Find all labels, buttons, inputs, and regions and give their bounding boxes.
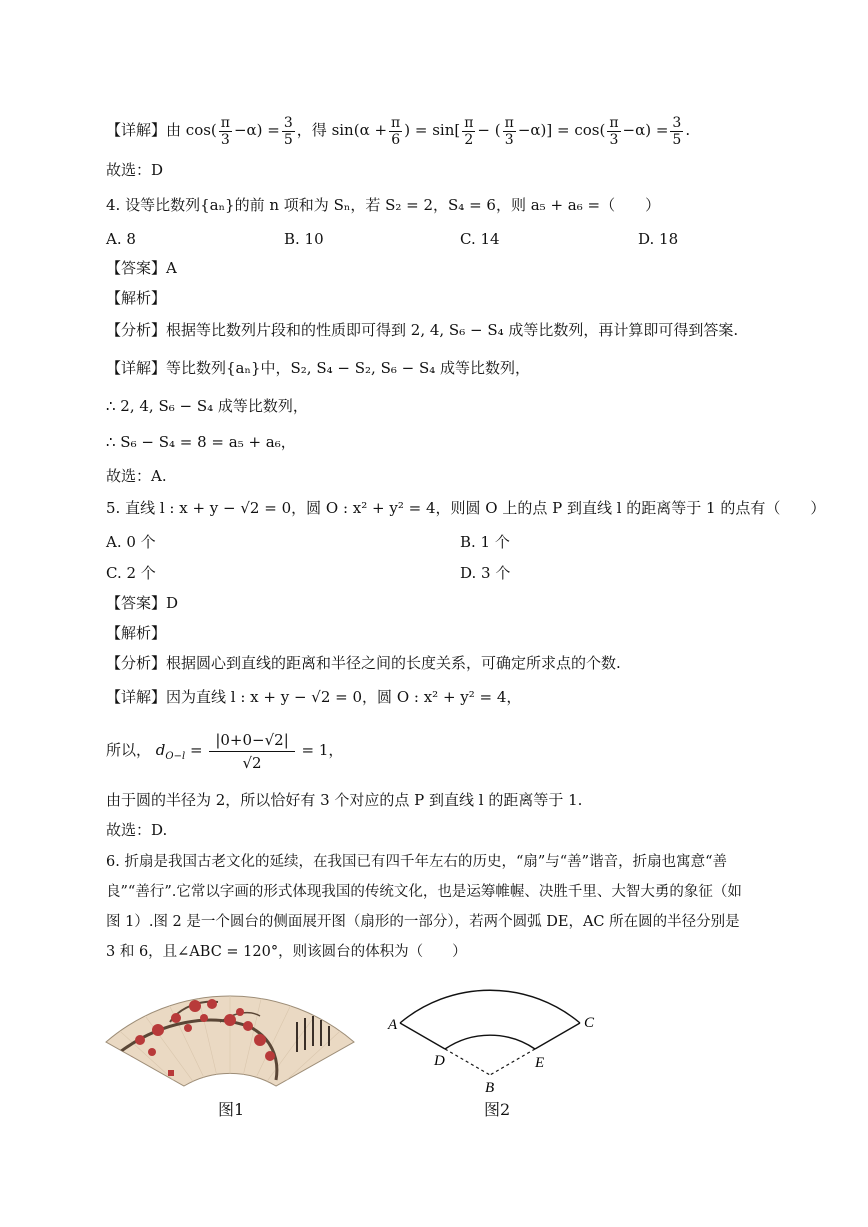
q5-analysis-head: 【解析】 <box>106 624 167 642</box>
q4-stem: 4. 设等比数列{aₙ}的前 n 项和为 Sₙ，若 S₂ = 2，S₄ = 6，则 a₅ + a₆ =（ ） <box>106 196 661 214</box>
prev-got: ，得 sin(α + <box>296 121 388 139</box>
q5-detail-1: 【详解】因为直线 l : x + y − √2 = 0，圆 O : x² + y² = 4， <box>106 688 522 706</box>
q5-d-sub: O−l <box>165 751 186 762</box>
segment-ce <box>535 1023 580 1049</box>
q5-distance-line <box>106 722 343 778</box>
arc-ac <box>400 990 580 1023</box>
q4-option-a: A. 8 <box>106 230 136 248</box>
prev-minus-alpha-2: −α) = <box>622 121 669 139</box>
frac-pi-3-a: $\frac{\pi}{3}$ <box>220 114 230 148</box>
prev-minus-paren: − ( <box>477 121 501 139</box>
q6-line-3: 图 1）.图 2 是一个圆台的侧面展开图（扇形的一部分），若两个圆弧 DE，AC 所在圆的半径分别是 <box>106 914 740 930</box>
q5-eq: = <box>189 741 203 759</box>
q4-choice: 故选：A. <box>106 467 167 485</box>
segment-db <box>445 1049 490 1075</box>
frac-pi-6: $\frac{\pi}{6}$ <box>391 114 401 148</box>
q5-option-d: D. 3 个 <box>460 564 511 582</box>
prev-close-minus: −α)] = cos( <box>517 121 606 139</box>
arc-de <box>445 1035 535 1049</box>
q4-analysis: 【分析】根据等比数列片段和的性质即可得到 2, 4, S₆ − S₄ 成等比数列，再计算即可得到答案. <box>106 321 739 339</box>
q5-detail-2: 由于圆的半径为 2，所以恰好有 3 个对应的点 P 到直线 l 的距离等于 1. <box>106 791 583 809</box>
fig1-caption: 图1 <box>218 1100 245 1119</box>
q5-choice: 故选：D. <box>106 821 168 839</box>
fig2-caption: 图2 <box>484 1100 511 1119</box>
annular-sector-figure <box>385 975 605 1100</box>
q4-detail-2: ∴ 2, 4, S₆ − S₄ 成等比数列， <box>106 397 308 415</box>
label-a: A <box>388 1017 398 1033</box>
q5-answer: 【答案】D <box>106 594 179 612</box>
q5-analysis: 【分析】根据圆心到直线的距离和半径之间的长度关系，可确定所求点的个数. <box>106 654 621 672</box>
q6-line-1: 6. 折扇是我国古老文化的延续，在我国已有四千年左右的历史，“扇”与“善”谐音，折扇也寓意“善 <box>106 854 728 870</box>
q5-so: 所以， <box>106 741 152 759</box>
segment-ad <box>400 1023 445 1049</box>
frac-3-5-b: $\frac{3}{5}$ <box>672 114 682 148</box>
frac-3-5-a: $\frac{3}{5}$ <box>283 114 293 148</box>
segment-eb <box>490 1049 535 1075</box>
label-b: B <box>485 1080 495 1096</box>
prev-cos-1: cos( <box>185 121 217 139</box>
q6-line-2: 良”“善行”.它常以字画的形式体现我国的传统文化，也是运筹帷幄、决胜千里、大智大勇的象征（如 <box>106 884 742 900</box>
prev-detail-lead: 【详解】由 <box>106 121 182 139</box>
prev-eq-sin: ) = sin[ <box>404 121 461 139</box>
q5-distance-frac <box>209 729 294 774</box>
prev-minus-alpha: −α) = <box>233 121 280 139</box>
frac-pi-3-c: $\frac{\pi}{3}$ <box>609 114 619 148</box>
prev-end: . <box>685 121 691 139</box>
q4-option-c: C. 14 <box>460 230 500 248</box>
q4-detail-1: 【详解】等比数列{aₙ}中，S₂, S₄ − S₂, S₆ − S₄ 成等比数列， <box>106 359 531 377</box>
q5-option-a: A. 0 个 <box>106 533 156 551</box>
frac-pi-2: $\frac{\pi}{2}$ <box>464 114 474 148</box>
q5-result: = 1， <box>301 741 344 759</box>
q4-analysis-head: 【解析】 <box>106 289 167 307</box>
q5-frac-num: |0+0−√2| <box>209 729 294 752</box>
q5-d: d <box>155 741 166 759</box>
q4-answer: 【答案】A <box>106 259 177 277</box>
q5-option-b: B. 1 个 <box>460 533 510 551</box>
prev-choice: 故选：D <box>106 161 164 179</box>
q5-stem: 5. 直线 l : x + y − √2 = 0，圆 O : x² + y² = 4，则圆 O 上的点 P 到直线 l 的距离等于 1 的点有（ ） <box>106 499 826 517</box>
fan-painting-figure <box>100 982 360 1094</box>
frac-pi-3-b: $\frac{\pi}{3}$ <box>504 114 514 148</box>
q5-frac-den: √2 <box>242 753 262 772</box>
q6-line-4: 3 和 6，且∠ABC = 120°，则该圆台的体积为（ ） <box>106 944 467 960</box>
prev-detail-line <box>106 112 690 148</box>
label-d: D <box>434 1053 445 1069</box>
q4-detail-3: ∴ S₆ − S₄ = 8 = a₅ + a₆， <box>106 433 296 451</box>
label-e: E <box>535 1055 545 1071</box>
q5-option-c: C. 2 个 <box>106 564 156 582</box>
q4-option-b: B. 10 <box>284 230 324 248</box>
label-c: C <box>584 1015 595 1031</box>
q4-option-d: D. 18 <box>638 230 679 248</box>
